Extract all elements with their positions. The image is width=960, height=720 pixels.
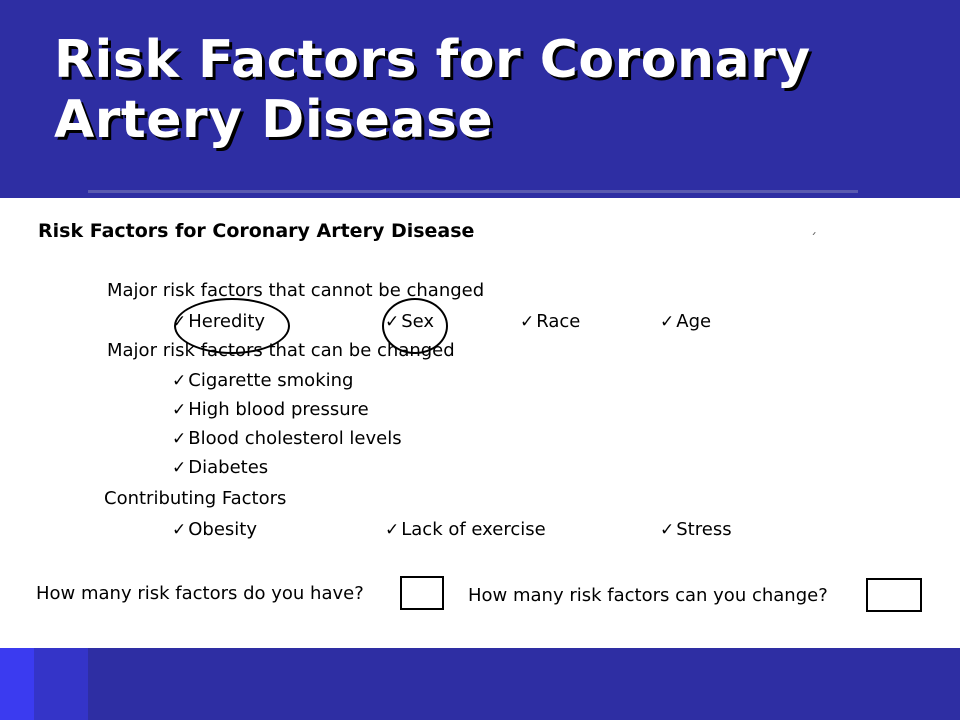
checkmark-icon: ✓ [172, 400, 187, 420]
scan-speck: ´ [810, 232, 817, 248]
item-label: Race [536, 311, 581, 332]
question-have: How many risk factors do you have? [36, 583, 364, 604]
item-label: Blood cholesterol levels [188, 428, 402, 449]
checkmark-icon: ✓ [385, 312, 400, 332]
list-item [172, 519, 257, 541]
question-change: How many risk factors can you change? [468, 585, 828, 606]
checkmark-icon: ✓ [172, 429, 187, 449]
checkmark-icon: ✓ [172, 520, 187, 540]
decorative-rule [88, 190, 858, 193]
item-label: Heredity [188, 311, 266, 332]
section-label: Major risk factors that cannot be changed [107, 280, 485, 301]
checkmark-icon: ✓ [660, 520, 675, 540]
section-label: Contributing Factors [104, 488, 287, 509]
checkmark-icon: ✓ [660, 312, 675, 332]
list-item [520, 311, 580, 333]
answer-box [866, 578, 922, 612]
list-item [172, 457, 268, 479]
item-label: Stress [676, 519, 732, 540]
decorative-bar-light [0, 648, 34, 720]
item-label: Age [676, 311, 712, 332]
list-item [172, 399, 369, 421]
checkmark-icon: ✓ [520, 312, 535, 332]
section-label: Major risk factors that can be changed [107, 340, 455, 361]
item-label: Obesity [188, 519, 258, 540]
worksheet-image [0, 198, 960, 648]
list-item [660, 311, 711, 333]
checkmark-icon: ✓ [172, 312, 187, 332]
answer-box [400, 576, 444, 610]
item-label: Cigarette smoking [188, 370, 354, 391]
item-label: Lack of exercise [401, 519, 546, 540]
worksheet-heading: Risk Factors for Coronary Artery Disease [38, 220, 475, 242]
checkmark-icon: ✓ [385, 520, 400, 540]
item-label: High blood pressure [188, 399, 369, 420]
item-label: Diabetes [188, 457, 269, 478]
list-item [172, 370, 353, 392]
list-item [172, 428, 402, 450]
checkmark-icon: ✓ [172, 371, 187, 391]
decorative-bar-mid [34, 648, 88, 720]
list-item [385, 519, 546, 541]
checkmark-icon: ✓ [172, 458, 187, 478]
item-label: Sex [401, 311, 435, 332]
list-item [660, 519, 732, 541]
slide-title: Risk Factors for Coronary Artery Disease [54, 30, 811, 150]
